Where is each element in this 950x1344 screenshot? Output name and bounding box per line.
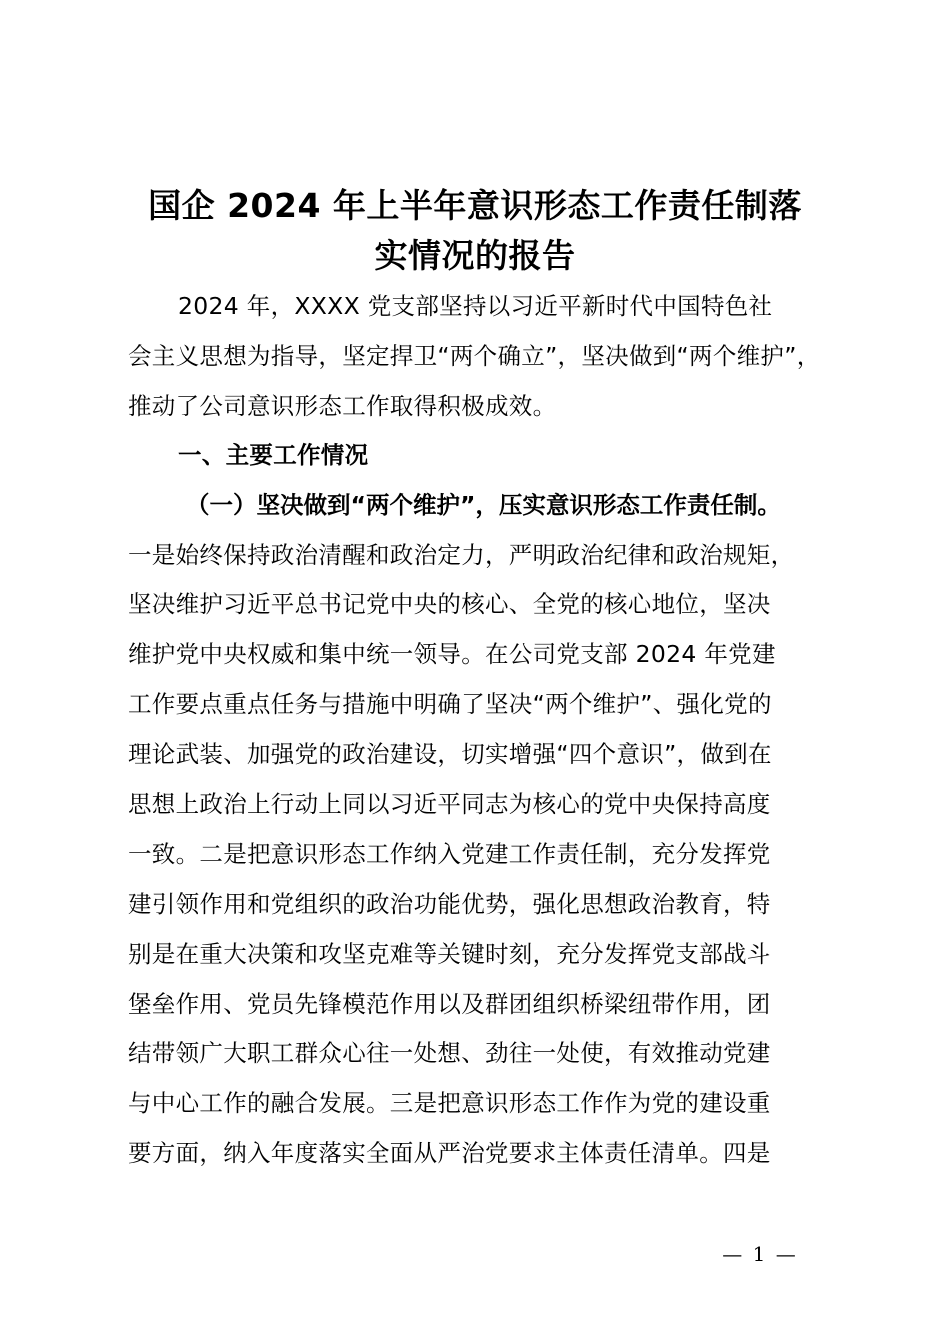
body-line: 堡垒作用、党员先锋模范作用以及群团组织桥梁纽带作用，团 — [128, 990, 771, 1018]
body-line: 思想上政治上行动上同以习近平同志为核心的党中央保持高度 — [128, 790, 771, 818]
body-line: 别是在重大决策和攻坚克难等关键时刻，充分发挥党支部战斗 — [128, 940, 771, 968]
subsection-heading: （一）坚决做到“两个维护”，压实意识形态工作责任制。 — [186, 491, 781, 519]
body-line: 维护党中央权威和集中统一领导。在公司党支部 2024 年党建 — [128, 640, 776, 668]
intro-line-3: 推动了公司意识形态工作取得积极成效。 — [128, 392, 557, 420]
body-line: 工作要点重点任务与措施中明确了坚决“两个维护”、强化党的 — [128, 690, 772, 718]
section-heading: 一、主要工作情况 — [178, 441, 369, 469]
body-line: 理论武装、加强党的政治建设，切实增强“四个意识”，做到在 — [128, 740, 772, 768]
body-line: 一是始终保持政治清醒和政治定力，严明政治纪律和政治规矩， — [128, 541, 795, 569]
intro-line-1: 2024 年，XXXX 党支部坚持以习近平新时代中国特色社 — [178, 292, 773, 320]
intro-line-2: 会主义思想为指导，坚定捍卫“两个确立”，坚决做到“两个维护”， — [128, 342, 821, 370]
body-line: 与中心工作的融合发展。三是把意识形态工作作为党的建设重 — [128, 1089, 771, 1117]
body-line: 结带领广大职工群众心往一处想、劲往一处使，有效推动党建 — [128, 1039, 771, 1067]
body-line: 一致。二是把意识形态工作纳入党建工作责任制，充分发挥党 — [128, 840, 771, 868]
body-line: 建引领作用和党组织的政治功能优势，强化思想政治教育，特 — [128, 890, 771, 918]
document-title-line-2: 实情况的报告 — [374, 236, 576, 275]
page-number: — 1 — — [722, 1242, 798, 1266]
document-title-line-1: 国企 2024 年上半年意识形态工作责任制落 — [148, 186, 802, 225]
body-line: 坚决维护习近平总书记党中央的核心、全党的核心地位，坚决 — [128, 590, 771, 618]
body-line: 要方面，纳入年度落实全面从严治党要求主体责任清单。四是 — [128, 1139, 771, 1167]
